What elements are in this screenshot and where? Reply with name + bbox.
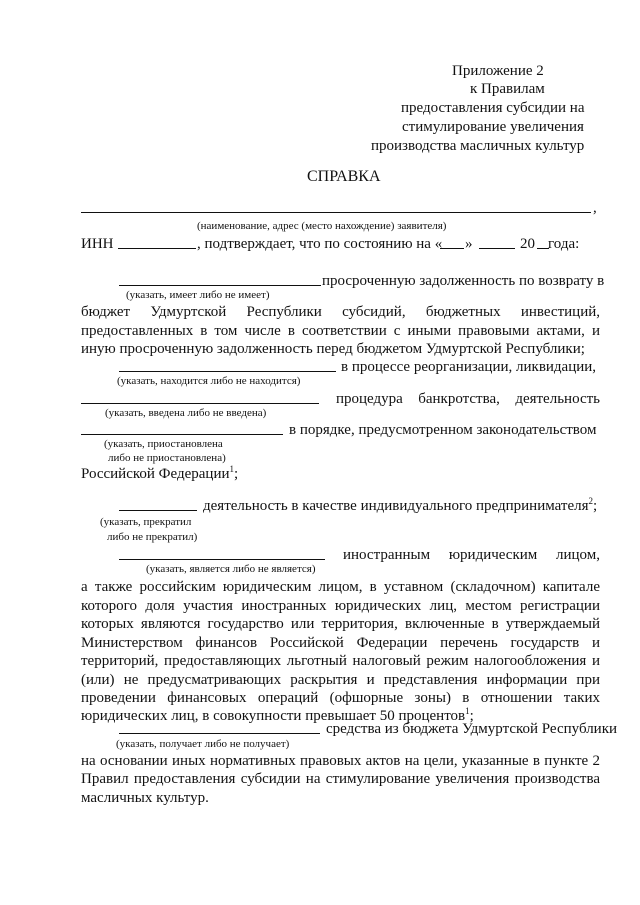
debt-field-line (119, 285, 321, 286)
foreign-line-7: проведении финансовых операций (офшорные зоны) в отношении таких (81, 690, 600, 706)
date-month-line (479, 248, 515, 249)
suspended-hint-2: либо не приостановлена) (108, 452, 226, 464)
foreign-hint: (указать, является либо не является) (146, 563, 316, 575)
document-title: СПРАВКА (307, 168, 381, 185)
foreign-line-2: которого доля участия иностранных юридических лиц, местом регистрации (81, 598, 600, 614)
suspended-tail (81, 465, 238, 483)
foreign-line-5: территорий, предоставляющих льготный налоговый режим налогообложения и (81, 653, 600, 669)
foreign-line-4: Министерством финансов Российской Федерации перечень государств и (81, 635, 600, 651)
debt-line-2: предоставленных в том числе в соответствии с иными правовыми актами, и (81, 323, 600, 339)
reorg-hint: (указать, находится либо не находится) (117, 375, 301, 387)
entrepreneur-hint-1: (указать, прекратил (100, 516, 192, 528)
inn-field-line (118, 248, 196, 249)
footnote-ref-1b: 1 (465, 706, 470, 716)
applicant-field-line (81, 212, 591, 213)
suspended-text: в порядке, предусмотренном законодательством (289, 422, 597, 438)
foreign-field-line (119, 559, 325, 560)
appendix-line4: стимулирование увеличения (402, 119, 584, 135)
foreign-line-1: а также российским юридическим лицом, в уставном (складочном) капитале (81, 579, 600, 595)
appendix-rules-ref: к Правилам (470, 81, 545, 97)
footnote-ref-2: 2 (588, 496, 593, 506)
applicant-comma: , (593, 200, 597, 216)
bankrupt-hint: (указать, введена либо не введена) (105, 407, 267, 419)
entrepreneur-field-line (119, 510, 197, 511)
reorg-field-line (119, 371, 336, 372)
entrepreneur-text (203, 497, 597, 515)
appendix-line3: предоставления субсидии на (401, 100, 585, 116)
inn-label: ИНН (81, 236, 114, 252)
funds-field-line (119, 733, 320, 734)
bankrupt-text: процедура банкротства, деятельность (336, 391, 600, 407)
suspended-tail-end: ; (234, 466, 239, 482)
bankrupt-field-line (81, 403, 319, 404)
suspended-field-line (81, 434, 283, 435)
footnote-ref-1: 1 (229, 464, 235, 474)
date-day-line (440, 248, 464, 249)
appendix-line5: производства масличных культур (371, 138, 585, 154)
reorg-text: в процессе реорганизации, ликвидации, (341, 359, 597, 375)
foreign-line-3: которых являются государство или территория, включенные в утверждаемый (81, 616, 600, 632)
date-year-prefix: 20 (520, 236, 535, 252)
debt-line-1: бюджет Удмуртской Республики субсидий, бюджетных инвестиций, (81, 304, 600, 320)
foreign-line-6: (или) не предусматривающих раскрытия и представления информации при (81, 672, 600, 688)
funds-hint: (указать, получает либо не получает) (116, 738, 290, 750)
entrepreneur-end: ; (593, 498, 598, 514)
appendix-number: Приложение 2 (452, 63, 544, 79)
inn-statement: , подтверждает, что по состоянию на « (197, 236, 443, 252)
suspended-tail-text: Российской Федерации (81, 466, 230, 482)
entrepreneur-hint-2: либо не прекратил) (107, 531, 198, 543)
foreign-last-text: юридических лиц, в совокупности превышает 50 процентов (81, 708, 466, 724)
foreign-last-end: ; (469, 708, 474, 724)
funds-line-1: на основании иных нормативных правовых актов на цели, указанные в пункте 2 (81, 753, 600, 769)
applicant-hint: (наименование, адрес (место нахождение) заявителя) (197, 220, 447, 232)
debt-text: просроченную задолженность по возврату в (322, 273, 605, 289)
debt-line-3: иную просроченную задолженность перед бюджетом Удмуртской Республики; (81, 341, 585, 357)
date-year-suffix: года: (548, 236, 580, 252)
entrepreneur-text-main: деятельность в качестве индивидуального предпринимателя (203, 498, 589, 514)
debt-hint: (указать, имеет либо не имеет) (126, 289, 270, 301)
date-quote-close: » (465, 236, 473, 252)
suspended-hint-1: (указать, приостановлена (104, 438, 223, 450)
funds-line-2: Правил предоставления субсидии на стимулирование увеличения производства (81, 771, 600, 787)
foreign-text: иностранным юридическим лицом, (343, 547, 600, 563)
funds-text: средства из бюджета Удмуртской Республики (326, 721, 618, 737)
funds-last-line: масличных культур. (81, 790, 209, 806)
